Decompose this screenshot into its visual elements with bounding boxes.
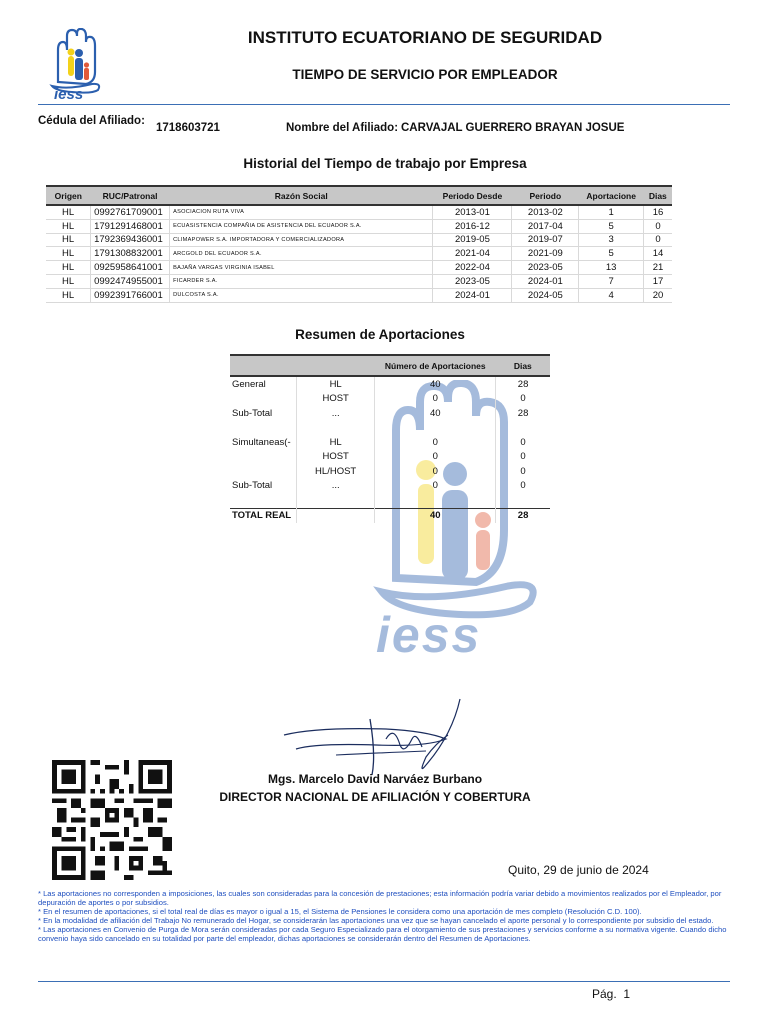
footnotes — [38, 889, 734, 943]
cell-aportaciones: 40 — [375, 376, 496, 392]
cell-tipo — [296, 421, 374, 436]
resumen-row — [230, 435, 550, 450]
cell-periodo: 2013-02 — [512, 205, 579, 219]
cell-ruc: 0992474955001 — [91, 274, 170, 288]
table-row — [46, 233, 672, 247]
col-periodo: Periodo — [512, 186, 579, 205]
header-divider — [38, 104, 730, 105]
cell-dias: 20 — [644, 288, 672, 302]
resumen-row — [230, 493, 550, 508]
cell-tipo: HOST — [296, 450, 374, 465]
footnote: * Las aportaciones en Convenio de Purga de Mora serán consideradas por cada Seguro Especializado para el otorgamiento de sus prestaciones y servicios conforme a su normativa vigente. Cuando dicho convenio haya sido cancelado en su totalidad por parte del empleador, dichas aportaciones se considerarán dentro del Resumen de Aportaciones. — [38, 925, 727, 943]
signatory-position: DIRECTOR NACIONAL DE AFILIACIÓN Y COBERTURA — [219, 790, 531, 804]
cell-categoria: Simultaneas(- — [232, 436, 291, 448]
cell-periodo: 2017-04 — [512, 219, 579, 233]
cell-aportaciones: 4 — [579, 288, 644, 302]
cell-aportaciones: 7 — [579, 274, 644, 288]
table-row — [46, 205, 672, 219]
col-aportaciones: Aportacione — [579, 186, 644, 205]
qr-code — [52, 760, 172, 880]
cell-dias: 0 — [496, 392, 550, 407]
issue-date: Quito, 29 de junio de 2024 — [508, 863, 649, 877]
cell-categoria — [230, 464, 296, 479]
resumen-row — [230, 479, 550, 494]
cell-categoria — [230, 392, 296, 407]
cell-periodo-desde: 2016-12 — [433, 219, 512, 233]
cell-categoria: Sub-Total — [232, 480, 273, 492]
cell-origen: HL — [46, 274, 91, 288]
institution-title: INSTITUTO ECUATORIANO DE SEGURIDAD — [247, 28, 603, 47]
cell-dias: 0 — [496, 479, 550, 494]
cell-origen: HL — [46, 261, 91, 275]
cell-dias: 0 — [496, 450, 550, 465]
cell-aportaciones: 0 — [375, 479, 496, 494]
resumen-total-row — [230, 508, 550, 523]
cedula-label: Cédula del Afiliado: — [38, 115, 145, 127]
cell-aportaciones — [375, 493, 496, 508]
cell-origen: HL — [46, 247, 91, 261]
col-periodo-desde: Periodo Desde — [433, 186, 512, 205]
cell-periodo-desde: 2021-04 — [433, 247, 512, 261]
cell-tipo: HL — [296, 376, 374, 392]
resumen-row — [230, 376, 550, 392]
col-num-aportaciones: Número de Aportaciones — [375, 355, 496, 376]
col-origen: Origen — [46, 186, 91, 205]
cell-dias: 0 — [496, 435, 550, 450]
historial-header-row — [46, 186, 672, 205]
cell-periodo-desde: 2023-05 — [433, 274, 512, 288]
cell-tipo: HL/HOST — [296, 464, 374, 479]
cell-tipo: HL — [296, 435, 374, 450]
cell-dias: 28 — [496, 376, 550, 392]
footnote: * En la modalidad de afiliación del Trabajo No remunerado del Hogar, se considerarán las aportaciones una vez que se hayan cancelado el aporte personal y lo correspondiente por subsidio del estado. — [38, 916, 714, 925]
total-aportaciones: 40 — [375, 508, 496, 523]
cell-periodo: 2024-05 — [512, 288, 579, 302]
cell-aportaciones: 0 — [375, 464, 496, 479]
cell-aportaciones: 5 — [579, 219, 644, 233]
cell-periodo: 2024-01 — [512, 274, 579, 288]
cell-dias: 0 — [496, 464, 550, 479]
cell-ruc: 0992391766001 — [91, 288, 170, 302]
cell-dias: 17 — [644, 274, 672, 288]
historial-title: Historial del Tiempo de trabajo por Empresa — [243, 156, 527, 171]
signatory-name: Mgs. Marcelo David Narváez Burbano — [267, 772, 483, 786]
cell-origen: HL — [46, 205, 91, 219]
cell-periodo-desde: 2024-01 — [433, 288, 512, 302]
cell-razon-social: FICARDER S.A. — [170, 274, 433, 288]
cell-periodo-desde: 2013-01 — [433, 205, 512, 219]
cell-razon-social: ARCGOLD DEL ECUADOR S.A. — [170, 247, 433, 261]
cell-periodo: 2023-05 — [512, 261, 579, 275]
resumen-row — [230, 421, 550, 436]
cell-origen: HL — [46, 219, 91, 233]
table-row — [46, 274, 672, 288]
page-number: Pág. 1 — [592, 987, 631, 1001]
cell-categoria: Sub-Total — [232, 407, 273, 419]
cell-dias: 0 — [644, 219, 672, 233]
iess-logo — [48, 28, 104, 102]
cell-periodo-desde: 2019-05 — [433, 233, 512, 247]
table-row — [46, 247, 672, 261]
cell-dias: 14 — [644, 247, 672, 261]
cell-dias: 21 — [644, 261, 672, 275]
cell-aportaciones: 0 — [375, 435, 496, 450]
col-razon-social: Razón Social — [170, 186, 433, 205]
cell-categoria — [230, 493, 296, 508]
cell-periodo: 2019-07 — [512, 233, 579, 247]
cell-razon-social: ECUASISTENCIA COMPAÑIA DE ASISTENCIA DEL ECUADOR S.A. — [170, 219, 433, 233]
cell-ruc: 1791291468001 — [91, 219, 170, 233]
cell-aportaciones — [375, 421, 496, 436]
cell-categoria: General — [232, 378, 266, 390]
cell-tipo: HOST — [296, 392, 374, 407]
cell-dias — [496, 493, 550, 508]
cell-aportaciones: 0 — [375, 450, 496, 465]
cedula-value: 1718603721 — [156, 122, 220, 134]
total-dias: 28 — [496, 508, 550, 523]
cell-ruc: 1792369436001 — [91, 233, 170, 247]
cell-ruc: 1791308832001 — [91, 247, 170, 261]
resumen-row — [230, 464, 550, 479]
cell-aportaciones: 1 — [579, 205, 644, 219]
col-tipo — [296, 355, 374, 376]
cell-aportaciones: 40 — [375, 406, 496, 421]
watermark-text: iess — [376, 607, 482, 663]
cell-aportaciones: 0 — [375, 392, 496, 407]
cell-categoria — [230, 450, 296, 465]
cell-razon-social: BAJAÑA VARGAS VIRGINIA ISABEL — [170, 261, 433, 275]
nombre-value: CARVAJAL GUERRERO BRAYAN JOSUE — [401, 122, 625, 134]
table-row — [46, 261, 672, 275]
cell-aportaciones: 13 — [579, 261, 644, 275]
total-label: TOTAL REAL — [230, 508, 296, 523]
table-row — [46, 288, 672, 302]
cell-razon-social: CLIMAPOWER S.A. IMPORTADORA Y COMERCIALIZADORA — [170, 233, 433, 247]
cell-origen: HL — [46, 233, 91, 247]
nombre-label: Nombre del Afiliado: — [286, 122, 399, 134]
col-dias: Dias — [644, 186, 672, 205]
cell-dias — [496, 421, 550, 436]
cell-tipo: ... — [296, 406, 374, 421]
resumen-row — [230, 406, 550, 421]
cell-origen: HL — [46, 288, 91, 302]
historial-table — [46, 185, 672, 303]
col-ruc: RUC/Patronal — [91, 186, 170, 205]
col-categoria — [230, 355, 296, 376]
cell-periodo: 2021-09 — [512, 247, 579, 261]
cell-tipo — [296, 493, 374, 508]
col-dias: Dias — [496, 355, 550, 376]
resumen-row — [230, 450, 550, 465]
footnote: * Las aportaciones no corresponden a imposiciones, las cuales son consideradas para la concesión de prestaciones; esta información podría variar debido a movimientos realizados por el Empleador, por depuración de aportes o por subsidios. — [38, 889, 722, 907]
resumen-row — [230, 392, 550, 407]
footnote: * En el resumen de aportaciones, si el total real de días es mayor o igual a 15, el Sistema de Pensiones le considera como una aportación de mes completo (Resolución C.D. 100). — [38, 907, 642, 916]
resumen-header-row — [230, 355, 550, 376]
cell-dias: 28 — [496, 406, 550, 421]
document-subtitle: TIEMPO DE SERVICIO POR EMPLEADOR — [292, 67, 558, 82]
cell-razon-social: DULCOSTA S.A. — [170, 288, 433, 302]
cell-aportaciones: 5 — [579, 247, 644, 261]
cell-ruc: 0992761709001 — [91, 205, 170, 219]
cell-periodo-desde: 2022-04 — [433, 261, 512, 275]
total-tipo — [296, 508, 374, 523]
table-row — [46, 219, 672, 233]
resumen-table — [230, 354, 550, 523]
cell-dias: 0 — [644, 233, 672, 247]
cell-dias: 16 — [644, 205, 672, 219]
cell-ruc: 0925958641001 — [91, 261, 170, 275]
iess-logo-text: iess — [54, 86, 84, 103]
footer-divider — [38, 981, 730, 982]
cell-razon-social: ASOCIACION RUTA VIVA — [170, 205, 433, 219]
cell-tipo: ... — [296, 479, 374, 494]
resumen-title: Resumen de Aportaciones — [295, 327, 465, 342]
cell-categoria — [230, 421, 296, 436]
cell-aportaciones: 3 — [579, 233, 644, 247]
